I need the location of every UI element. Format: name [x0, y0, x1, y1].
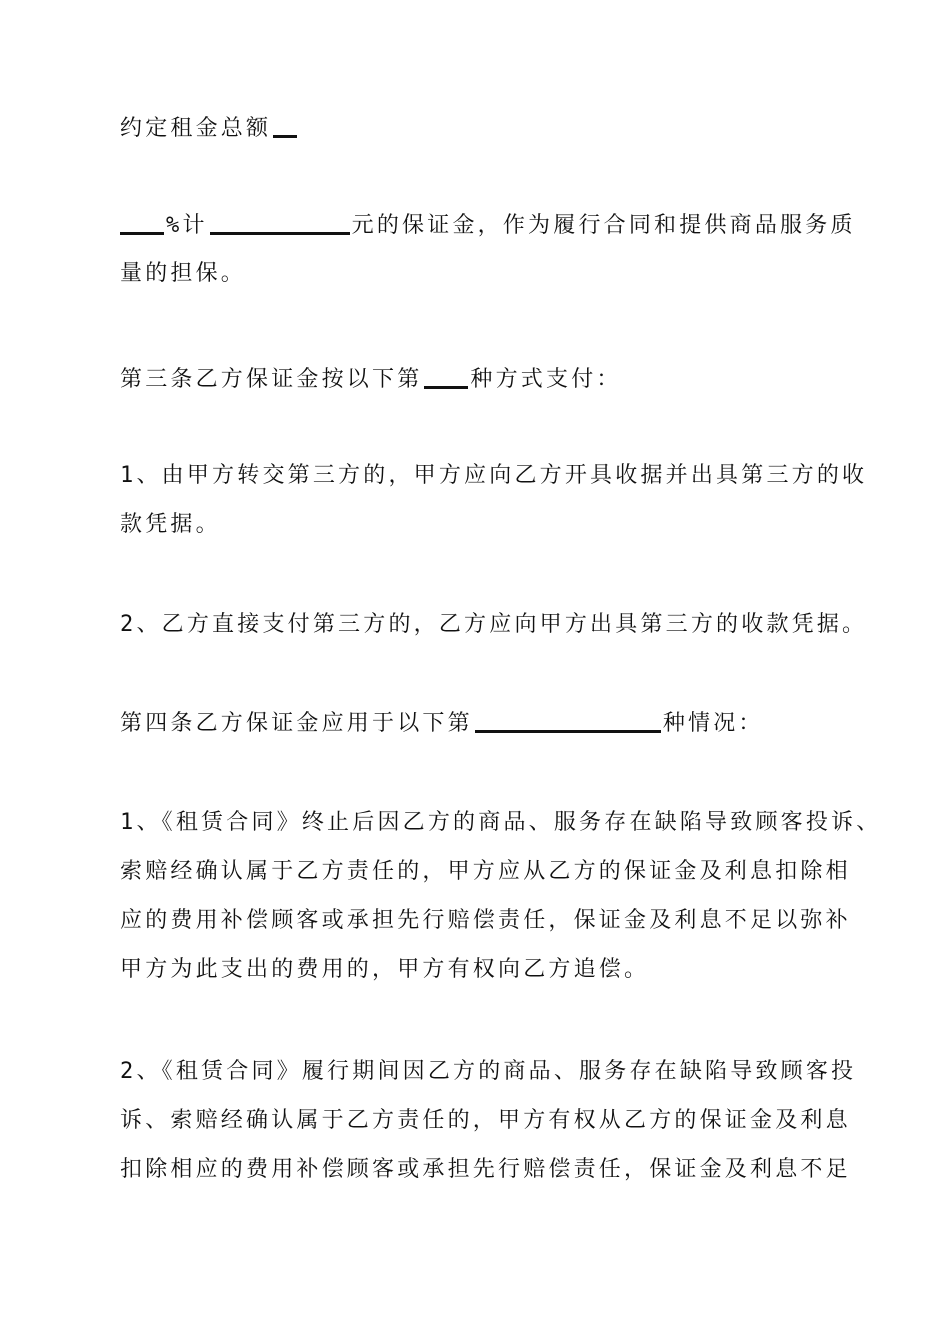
paragraph-case1-line4 — [120, 955, 649, 985]
text-article3-post: 种方式支付： — [470, 367, 622, 392]
blank-payment-method — [424, 386, 468, 389]
text-deposit-guarantee: 量的担保。 — [120, 261, 247, 286]
text-case1-line3: 应的费用补偿顾客或承担先行赔偿责任，保证金及利息不足以弥补 — [120, 908, 851, 933]
text-case1-line1: 1、《租赁合同》终止后因乙方的商品、服务存在缺陷导致顾客投诉、 — [120, 810, 882, 835]
blank-amount — [210, 232, 350, 235]
paragraph-method1-line2 — [120, 510, 221, 540]
paragraph-article3 — [120, 365, 622, 395]
paragraph-case2-line2 — [120, 1106, 851, 1136]
text-method1-line2: 款凭据。 — [120, 512, 221, 537]
paragraph-article4 — [120, 709, 764, 739]
text-case2-line1: 2、《租赁合同》履行期间因乙方的商品、服务存在缺陷导致顾客投 — [120, 1059, 857, 1084]
text-article4-post: 种情况： — [662, 711, 764, 736]
paragraph-case1-line2 — [120, 857, 851, 887]
text-method1-line1: 1、由甲方转交第三方的，甲方应向乙方开具收据并出具第三方的收 — [120, 463, 868, 488]
paragraph-case2-line1 — [120, 1057, 856, 1087]
paragraph-rent-total — [120, 114, 299, 144]
text-rent-total: 约定租金总额 — [120, 116, 272, 141]
text-deposit-purpose: 元的保证金，作为履行合同和提供商品服务质 — [351, 213, 856, 238]
blank-usage-case — [475, 730, 661, 733]
blank-percent — [120, 232, 164, 235]
text-case2-line3: 扣除相应的费用补偿顾客或承担先行赔偿责任，保证金及利息不足 — [120, 1157, 851, 1182]
paragraph-method1-line1 — [120, 461, 867, 491]
paragraph-method2 — [120, 610, 867, 640]
blank-rent-total — [273, 135, 297, 138]
paragraph-case1-line3 — [120, 906, 851, 936]
text-case2-line2: 诉、索赔经确认属于乙方责任的，甲方有权从乙方的保证金及利息 — [120, 1108, 851, 1133]
paragraph-deposit-line1 — [120, 211, 856, 241]
text-case1-line2: 索赔经确认属于乙方责任的，甲方应从乙方的保证金及利息扣除相 — [120, 859, 851, 884]
text-article4-pre: 第四条乙方保证金应用于以下第 — [120, 711, 473, 736]
text-percent: %计 — [166, 213, 208, 238]
text-article3-pre: 第三条乙方保证金按以下第 — [120, 367, 423, 392]
paragraph-deposit-line2 — [120, 259, 246, 289]
text-case1-line4: 甲方为此支出的费用的，甲方有权向乙方追偿。 — [120, 957, 650, 982]
text-method2: 2、乙方直接支付第三方的，乙方应向甲方出具第三方的收款凭据。 — [120, 612, 868, 637]
paragraph-case2-line3 — [120, 1155, 851, 1185]
paragraph-case1-line1 — [120, 808, 881, 838]
